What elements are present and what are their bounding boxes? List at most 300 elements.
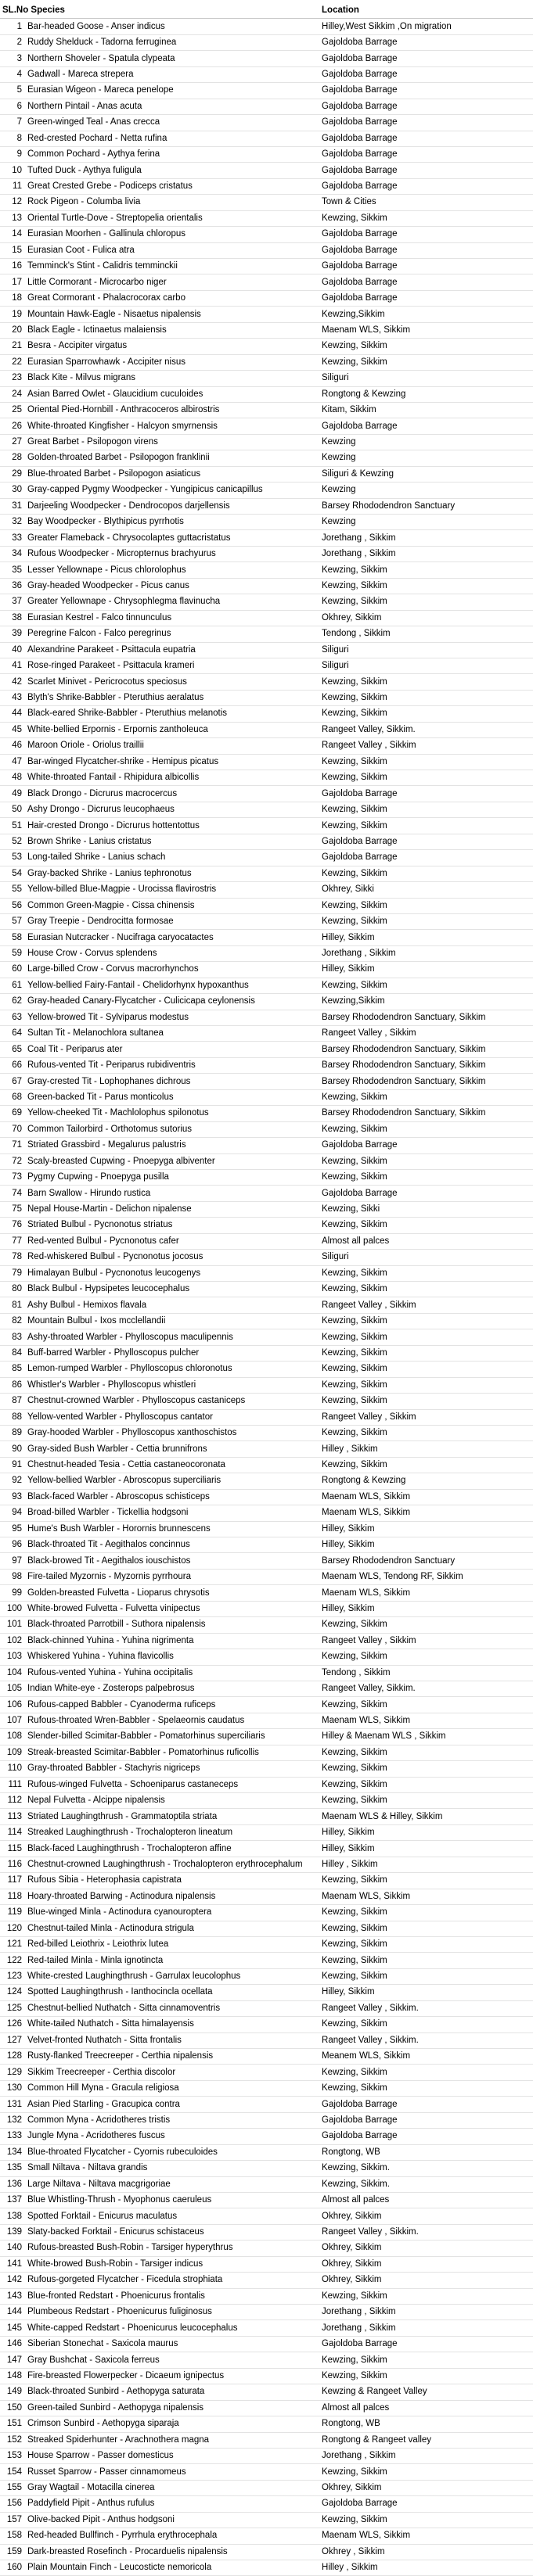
location-cell: Kewzing, Sikkim <box>319 1745 533 1760</box>
location-cell: Kewzing, Sikki <box>319 1201 533 1217</box>
table-row <box>0 1665 533 1681</box>
sl-no-cell: 93 <box>0 1489 23 1505</box>
sl-no-cell: 110 <box>0 1761 23 1777</box>
sl-no-cell: 3 <box>0 51 23 66</box>
table-row <box>0 594 533 610</box>
species-cell: Yellow-bellied Warbler - Abroscopus superciliaris <box>23 1473 319 1489</box>
table-row <box>0 930 533 945</box>
species-cell: Black-throated Parrotbill - Suthora nipalensis <box>23 1617 319 1633</box>
sl-no-cell: 7 <box>0 115 23 131</box>
table-row <box>0 515 533 530</box>
sl-no-cell: 116 <box>0 1857 23 1872</box>
species-cell: Siberian Stonechat - Saxicola maurus <box>23 2336 319 2352</box>
location-cell: Kewzing, Sikkim <box>319 2512 533 2528</box>
table-row <box>0 2144 533 2160</box>
location-cell: Gajoldoba Barrage <box>319 99 533 114</box>
species-cell: Barn Swallow - Hirundo rustica <box>23 1186 319 1201</box>
sl-no-cell: 138 <box>0 2208 23 2224</box>
table-row <box>0 834 533 849</box>
table-row <box>0 1362 533 1377</box>
species-cell: Green-winged Teal - Anas crecca <box>23 115 319 131</box>
location-cell: Kewzing <box>319 450 533 466</box>
location-cell: Kewzing, Sikkim <box>319 1394 533 1409</box>
location-cell: Kewzing, Sikkim <box>319 2017 533 2032</box>
location-cell: Gajoldoba Barrage <box>319 274 533 290</box>
location-cell: Gajoldoba Barrage <box>319 163 533 178</box>
species-cell: Indian White-eye - Zosterops palpebrosus <box>23 1681 319 1696</box>
location-cell: Okhrey, Sikkim <box>319 2480 533 2495</box>
species-cell: Slender-billed Scimitar-Babbler - Pomatorhinus superciliaris <box>23 1729 319 1745</box>
sl-no-cell: 26 <box>0 418 23 434</box>
sl-no-cell: 120 <box>0 1921 23 1936</box>
table-row <box>0 1953 533 1968</box>
location-cell: Siliguri <box>319 642 533 658</box>
location-cell: Maenam WLS, Sikkim <box>319 1489 533 1505</box>
species-cell: Long-tailed Shrike - Lanius schach <box>23 850 319 866</box>
sl-no-cell: 137 <box>0 2192 23 2208</box>
location-cell: Kewzing, Sikkim. <box>319 2176 533 2192</box>
species-cell: Ruddy Shelduck - Tadorna ferruginea <box>23 34 319 50</box>
table-row <box>0 1153 533 1169</box>
sl-no-cell: 21 <box>0 339 23 354</box>
species-cell: Yellow-billed Blue-Magpie - Urocissa flavirostris <box>23 882 319 898</box>
species-cell: Rufous-gorgeted Flycatcher - Ficedula strophiata <box>23 2273 319 2288</box>
species-cell: White-crested Laughingthrush - Garrulax leucolophus <box>23 1968 319 1984</box>
sl-no-cell: 122 <box>0 1953 23 1968</box>
location-cell: Kewzing, Sikkim <box>319 2288 533 2304</box>
species-cell: Velvet-fronted Nuthatch - Sitta frontalis <box>23 2032 319 2048</box>
species-cell: Black-throated Tit - Aegithalos concinnus <box>23 1537 319 1553</box>
species-cell: Red-tailed Minla - Minla ignotincta <box>23 1953 319 1968</box>
sl-no-cell: 101 <box>0 1617 23 1633</box>
species-cell: Pygmy Cupwing - Pnoepyga pusilla <box>23 1169 319 1185</box>
sl-no-cell: 47 <box>0 754 23 770</box>
table-row <box>0 578 533 594</box>
table-row <box>0 2464 533 2480</box>
location-cell: Gajoldoba Barrage <box>319 146 533 162</box>
table-row <box>0 2560 533 2576</box>
species-cell: Asian Barred Owlet - Glaucidium cuculoides <box>23 386 319 402</box>
location-cell: Rangeet Valley , Sikkim <box>319 1633 533 1649</box>
species-cell: Lemon-rumped Warbler - Phylloscopus chloronotus <box>23 1362 319 1377</box>
location-cell: Maenam WLS, Sikkim <box>319 1585 533 1601</box>
table-row <box>0 1761 533 1777</box>
table-row <box>0 371 533 386</box>
sl-no-cell: 9 <box>0 146 23 162</box>
sl-no-cell: 89 <box>0 1425 23 1440</box>
table-row <box>0 115 533 131</box>
species-cell: Green-tailed Sunbird - Aethopyga nipalensis <box>23 2400 319 2416</box>
species-cell: Large Niltava - Niltava macgrigoriae <box>23 2176 319 2192</box>
species-cell: Common Pochard - Aythya ferina <box>23 146 319 162</box>
table-row <box>0 1745 533 1760</box>
table-row <box>0 51 533 66</box>
species-cell: Fire-tailed Myzornis - Myzornis pyrrhoura <box>23 1569 319 1584</box>
sl-no-cell: 56 <box>0 898 23 913</box>
table-row <box>0 866 533 881</box>
species-cell: Eurasian Moorhen - Gallinula chloropus <box>23 227 319 242</box>
table-row <box>0 386 533 402</box>
location-cell: Kewzing, Sikkim. <box>319 2161 533 2176</box>
species-cell: Sultan Tit - Melanochlora sultanea <box>23 1026 319 1042</box>
table-row <box>0 2129 533 2144</box>
location-cell: Kewzing, Sikkim <box>319 1697 533 1713</box>
species-cell: Blyth's Shrike-Babbler - Pteruthius aeralatus <box>23 690 319 705</box>
sl-no-cell: 84 <box>0 1345 23 1361</box>
location-cell: Rangeet Valley , Sikkim <box>319 738 533 754</box>
table-row <box>0 131 533 146</box>
table-row <box>0 1186 533 1201</box>
sl-no-cell: 73 <box>0 1169 23 1185</box>
species-cell: Streak-breasted Scimitar-Babbler - Pomatorhinus ruficollis <box>23 1745 319 1760</box>
sl-no-cell: 103 <box>0 1649 23 1665</box>
sl-no-cell: 87 <box>0 1394 23 1409</box>
table-row <box>0 1809 533 1824</box>
sl-no-cell: 98 <box>0 1569 23 1584</box>
location-cell: Maenam WLS, Sikkim <box>319 1505 533 1521</box>
location-cell: Kewzing, Sikkim <box>319 1218 533 1233</box>
species-cell: Hume's Bush Warbler - Horornis brunnescens <box>23 1521 319 1537</box>
sl-no-cell: 30 <box>0 483 23 498</box>
table-row <box>0 1297 533 1313</box>
species-cell: Northern Pintail - Anas acuta <box>23 99 319 114</box>
location-cell: Maenam WLS, Sikkim <box>319 1889 533 1904</box>
location-cell: Kewzing, Sikkim <box>319 2352 533 2368</box>
location-cell: Barsey Rhododendron Sanctuary, Sikkim <box>319 1042 533 1057</box>
location-cell: Kewzing, Sikkim <box>319 1617 533 1633</box>
location-cell: Gajoldoba Barrage <box>319 834 533 849</box>
location-cell: Siliguri <box>319 658 533 673</box>
sl-no-cell: 45 <box>0 722 23 737</box>
location-cell: Tendong , Sikkim <box>319 626 533 642</box>
table-row <box>0 802 533 817</box>
sl-no-cell: 105 <box>0 1681 23 1696</box>
sl-no-cell: 74 <box>0 1186 23 1201</box>
table-row <box>0 2241 533 2256</box>
location-cell: Kewzing, Sikkim <box>319 674 533 690</box>
location-cell: Gajoldoba Barrage <box>319 178 533 194</box>
location-cell: Kewzing, Sikkim <box>319 578 533 594</box>
sl-no-cell: 20 <box>0 322 23 338</box>
species-cell: Rufous-vented Yuhina - Yuhina occipitalis <box>23 1665 319 1681</box>
sl-no-cell: 6 <box>0 99 23 114</box>
location-cell: Hilley, Sikkim <box>319 1521 533 1537</box>
table-row <box>0 434 533 450</box>
table-row <box>0 1042 533 1057</box>
species-cell: Yellow-browed Tit - Sylviparus modestus <box>23 1010 319 1025</box>
species-cell: Dark-breasted Rosefinch - Procarduelis nipalensis <box>23 2544 319 2560</box>
sl-no-cell: 123 <box>0 1968 23 1984</box>
species-cell: White-bellied Erpornis - Erpornis zantholeuca <box>23 722 319 737</box>
sl-no-cell: 76 <box>0 1218 23 1233</box>
location-cell: Hilley & Maenam WLS , Sikkim <box>319 1729 533 1745</box>
sl-no-cell: 22 <box>0 354 23 370</box>
location-cell: Siliguri <box>319 1250 533 1265</box>
table-row <box>0 1905 533 1921</box>
sl-no-cell: 132 <box>0 2112 23 2128</box>
table-row <box>0 978 533 993</box>
species-cell: Streaked Laughingthrush - Trochalopteron lineatum <box>23 1824 319 1840</box>
table-row <box>0 2224 533 2240</box>
location-cell: Gajoldoba Barrage <box>319 51 533 66</box>
location-cell: Rangeet Valley , Sikkim <box>319 1409 533 1425</box>
table-row <box>0 2400 533 2416</box>
sl-no-cell: 154 <box>0 2464 23 2480</box>
sl-no-cell: 35 <box>0 562 23 578</box>
sl-no-cell: 55 <box>0 882 23 898</box>
table-row <box>0 2512 533 2528</box>
location-cell: Rangeet Valley , Sikkim. <box>319 2000 533 2016</box>
table-row <box>0 882 533 898</box>
sl-no-cell: 16 <box>0 259 23 274</box>
location-cell: Gajoldoba Barrage <box>319 418 533 434</box>
sl-no-cell: 13 <box>0 210 23 226</box>
table-row <box>0 466 533 482</box>
table-row <box>0 722 533 737</box>
table-row <box>0 1282 533 1297</box>
species-cell: Rufous-capped Babbler - Cyanoderma ruficeps <box>23 1697 319 1713</box>
species-cell: Mountain Bulbul - Ixos mcclellandii <box>23 1313 319 1329</box>
table-row <box>0 1824 533 1840</box>
sl-no-cell: 75 <box>0 1201 23 1217</box>
table-row <box>0 1793 533 1809</box>
location-cell: Maenam WLS, Tendong RF, Sikkim <box>319 1569 533 1584</box>
sl-no-cell: 54 <box>0 866 23 881</box>
location-cell: Gajoldoba Barrage <box>319 83 533 99</box>
table-row <box>0 1441 533 1457</box>
species-cell: Great Barbet - Psilopogon virens <box>23 434 319 450</box>
table-row <box>0 1873 533 1889</box>
table-row <box>0 913 533 929</box>
table-row <box>0 1233 533 1249</box>
sl-no-cell: 61 <box>0 978 23 993</box>
species-cell: Whistler's Warbler - Phylloscopus whistleri <box>23 1377 319 1393</box>
location-cell: Kewzing & Rangeet Valley <box>319 2384 533 2400</box>
sl-no-cell: 145 <box>0 2320 23 2336</box>
location-cell: Siliguri <box>319 371 533 386</box>
table-row <box>0 1457 533 1473</box>
location-cell: Maenam WLS, Sikkim <box>319 322 533 338</box>
location-cell: Kewzing, Sikkim <box>319 818 533 834</box>
sl-no-cell: 18 <box>0 290 23 306</box>
table-row <box>0 1329 533 1345</box>
location-cell: Tendong , Sikkim <box>319 1665 533 1681</box>
location-cell: Gajoldoba Barrage <box>319 1186 533 1201</box>
species-cell: White-throated Kingfisher - Halcyon smyrnensis <box>23 418 319 434</box>
location-cell: Kewzing,Sikkim <box>319 994 533 1010</box>
sl-no-cell: 153 <box>0 2448 23 2463</box>
location-cell: Kewzing,Sikkim <box>319 307 533 322</box>
table-row <box>0 1074 533 1089</box>
sl-no-cell: 58 <box>0 930 23 945</box>
table-row <box>0 1553 533 1569</box>
table-row <box>0 994 533 1010</box>
location-cell: Okhrey , Sikkim <box>319 2544 533 2560</box>
sl-no-cell: 11 <box>0 178 23 194</box>
table-row <box>0 498 533 514</box>
table-row <box>0 339 533 354</box>
table-row <box>0 1777 533 1792</box>
sl-no-cell: 71 <box>0 1138 23 1153</box>
species-cell: Gray-crested Tit - Lophophanes dichrous <box>23 1074 319 1089</box>
table-row <box>0 1425 533 1440</box>
species-cell: Rose-ringed Parakeet - Psittacula krameri <box>23 658 319 673</box>
sl-no-cell: 144 <box>0 2305 23 2320</box>
table-row <box>0 562 533 578</box>
table-row <box>0 1505 533 1521</box>
location-cell: Gajoldoba Barrage <box>319 227 533 242</box>
sl-no-cell: 88 <box>0 1409 23 1425</box>
sl-no-cell: 34 <box>0 546 23 561</box>
species-cell: Small Niltava - Niltava grandis <box>23 2161 319 2176</box>
table-row <box>0 418 533 434</box>
species-cell: Gray-capped Pygmy Woodpecker - Yungipicus canicapillus <box>23 483 319 498</box>
species-cell: Scaly-breasted Cupwing - Pnoepyga albiventer <box>23 1153 319 1169</box>
species-cell: Striated Grassbird - Megalurus palustris <box>23 1138 319 1153</box>
sl-no-cell: 67 <box>0 1074 23 1089</box>
location-cell: Rongtong & Kewzing <box>319 386 533 402</box>
sl-no-cell: 141 <box>0 2256 23 2272</box>
table-row <box>0 674 533 690</box>
sl-no-cell: 157 <box>0 2512 23 2528</box>
location-cell: Okhrey, Sikkim <box>319 2273 533 2288</box>
sl-no-cell: 50 <box>0 802 23 817</box>
species-table-body <box>0 19 533 2576</box>
species-cell: Eurasian Nutcracker - Nucifraga caryocatactes <box>23 930 319 945</box>
location-cell: Kewzing, Sikkim <box>319 1153 533 1169</box>
table-row <box>0 1489 533 1505</box>
location-cell: Kewzing, Sikkim <box>319 1345 533 1361</box>
table-row <box>0 210 533 226</box>
sl-no-cell: 128 <box>0 2049 23 2065</box>
table-row <box>0 658 533 673</box>
table-row <box>0 290 533 306</box>
sl-no-cell: 24 <box>0 386 23 402</box>
location-cell: Kewzing, Sikkim <box>319 802 533 817</box>
species-cell: Ashy Bulbul - Hemixos flavala <box>23 1297 319 1313</box>
location-cell: Kewzing, Sikkim <box>319 1089 533 1105</box>
table-row <box>0 2368 533 2384</box>
table-row <box>0 1026 533 1042</box>
location-cell: Maenam WLS & Hilley, Sikkim <box>319 1809 533 1824</box>
species-cell: Yellow-vented Warbler - Phylloscopus cantator <box>23 1409 319 1425</box>
table-row <box>0 2320 533 2336</box>
species-cell: Gray-headed Canary-Flycatcher - Culicicapa ceylonensis <box>23 994 319 1010</box>
location-cell: Kewzing, Sikkim <box>319 1265 533 1281</box>
table-row <box>0 1218 533 1233</box>
sl-no-cell: 151 <box>0 2416 23 2432</box>
sl-no-cell: 85 <box>0 1362 23 1377</box>
table-row <box>0 2528 533 2544</box>
table-row <box>0 2049 533 2065</box>
sl-no-cell: 95 <box>0 1521 23 1537</box>
sl-no-cell: 64 <box>0 1026 23 1042</box>
sl-no-cell: 119 <box>0 1905 23 1921</box>
location-cell: Kewzing, Sikkim <box>319 1362 533 1377</box>
species-cell: White-browed Bush-Robin - Tarsiger indicus <box>23 2256 319 2272</box>
species-cell: Lesser Yellownape - Picus chlorolophus <box>23 562 319 578</box>
sl-no-cell: 63 <box>0 1010 23 1025</box>
table-row <box>0 1681 533 1696</box>
species-cell: Blue-throated Flycatcher - Cyornis rubeculoides <box>23 2144 319 2160</box>
table-row <box>0 1569 533 1584</box>
location-cell: Barsey Rhododendron Sanctuary, Sikkim <box>319 1057 533 1073</box>
table-row <box>0 1889 533 1904</box>
species-cell: Green-backed Tit - Parus monticolus <box>23 1089 319 1105</box>
location-cell: Barsey Rhododendron Sanctuary, Sikkim <box>319 1010 533 1025</box>
sl-no-cell: 80 <box>0 1282 23 1297</box>
sl-no-cell: 69 <box>0 1106 23 1121</box>
table-row <box>0 1649 533 1665</box>
location-cell: Kewzing, Sikkim <box>319 594 533 610</box>
table-row <box>0 2192 533 2208</box>
species-cell: Chestnut-tailed Minla - Actinodura strigula <box>23 1921 319 1936</box>
table-row <box>0 195 533 210</box>
species-cell: Coal Tit - Periparus ater <box>23 1042 319 1057</box>
species-cell: Plain Mountain Finch - Leucosticte nemoricola <box>23 2560 319 2576</box>
header-slno-species: SL.No Species <box>0 3 319 19</box>
table-row <box>0 2544 533 2560</box>
table-row <box>0 1250 533 1265</box>
table-row <box>0 274 533 290</box>
table-row <box>0 2480 533 2495</box>
location-cell: Kewzing, Sikkim <box>319 1905 533 1921</box>
species-cell: Fire-breasted Flowerpecker - Dicaeum ignipectus <box>23 2368 319 2384</box>
species-cell: Gray-sided Bush Warbler - Cettia brunnifrons <box>23 1441 319 1457</box>
sl-no-cell: 59 <box>0 945 23 961</box>
species-cell: Gray Treepie - Dendrocitta formosae <box>23 913 319 929</box>
sl-no-cell: 60 <box>0 962 23 978</box>
species-cell: Yellow-cheeked Tit - Machlolophus spilonotus <box>23 1106 319 1121</box>
species-cell: Northern Shoveler - Spatula clypeata <box>23 51 319 66</box>
location-cell: Kewzing, Sikkim <box>319 1457 533 1473</box>
location-cell: Meanem WLS, Sikkim <box>319 2049 533 2065</box>
species-cell: Plumbeous Redstart - Phoenicurus fuliginosus <box>23 2305 319 2320</box>
species-cell: Temminck's Stint - Calidris temminckii <box>23 259 319 274</box>
sl-no-cell: 136 <box>0 2176 23 2192</box>
table-row <box>0 690 533 705</box>
species-cell: Buff-barred Warbler - Phylloscopus pulcher <box>23 1345 319 1361</box>
sl-no-cell: 66 <box>0 1057 23 1073</box>
table-row <box>0 483 533 498</box>
species-cell: Little Cormorant - Microcarbo niger <box>23 274 319 290</box>
sl-no-cell: 1 <box>0 19 23 34</box>
species-cell: House Sparrow - Passer domesticus <box>23 2448 319 2463</box>
species-cell: Nepal House-Martin - Delichon nipalense <box>23 1201 319 1217</box>
table-row <box>0 2080 533 2096</box>
table-row <box>0 1394 533 1409</box>
sl-no-cell: 29 <box>0 466 23 482</box>
table-row <box>0 1585 533 1601</box>
sl-no-cell: 37 <box>0 594 23 610</box>
location-cell: Jorethang , Sikkim <box>319 945 533 961</box>
species-cell: Rufous-vented Tit - Periparus rubidiventris <box>23 1057 319 1073</box>
species-cell: White-throated Fantail - Rhipidura albicollis <box>23 770 319 786</box>
table-row <box>0 1377 533 1393</box>
sl-no-cell: 156 <box>0 2496 23 2512</box>
sl-no-cell: 155 <box>0 2480 23 2495</box>
sl-no-cell: 135 <box>0 2161 23 2176</box>
table-row <box>0 2208 533 2224</box>
species-cell: Jungle Myna - Acridotheres fuscus <box>23 2129 319 2144</box>
table-row <box>0 1697 533 1713</box>
location-cell: Hilley, Sikkim <box>319 1841 533 1857</box>
sl-no-cell: 97 <box>0 1553 23 1569</box>
location-cell: Kewzing, Sikkim <box>319 2065 533 2080</box>
sl-no-cell: 15 <box>0 242 23 258</box>
table-row <box>0 307 533 322</box>
table-row <box>0 178 533 194</box>
